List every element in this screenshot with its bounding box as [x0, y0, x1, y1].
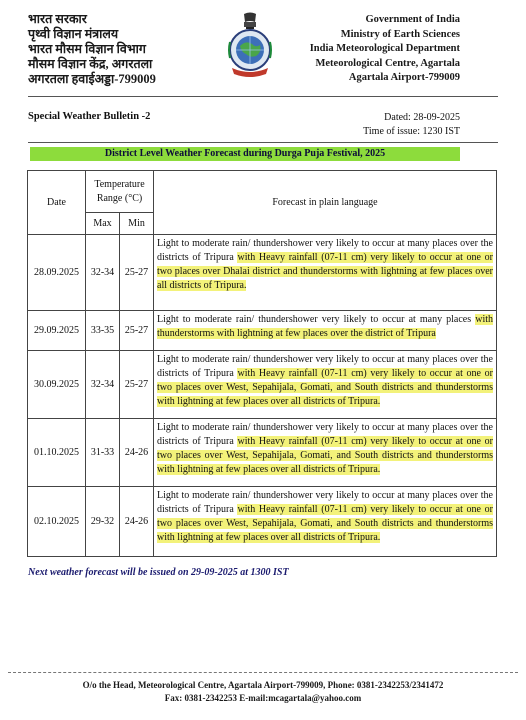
forecast-text: Light to moderate rain/ thundershower very likely to occur at many places: [157, 314, 476, 325]
header-divider: [28, 96, 498, 97]
hindi-header-line: मौसम विज्ञान केंद्र, अगरतला: [28, 57, 153, 71]
forecast-highlight: with Heavy rainfall (07-11 cm) very likely to occur at one or two places over West, Sepahijala, Gomati, and South districts and thunderstorms with lightning at few places over all districts of Tripura.: [157, 368, 493, 407]
row-min-temp: 25-27: [120, 351, 154, 419]
bulletin-date-block: [363, 111, 460, 139]
imd-emblem-icon: [222, 12, 278, 80]
row-forecast: [154, 311, 497, 351]
footer-address: O/o the Head, Meteorological Centre, Agartala Airport-799009, Phone: 0381-2342253/2341472: [82, 680, 444, 690]
temperature-header-line1: Temperature: [94, 178, 145, 190]
bulletin-title: Special Weather Bulletin -2: [28, 111, 151, 122]
row-date: 30.09.2025: [28, 351, 86, 419]
row-forecast: [154, 351, 497, 419]
bulletin-date: Dated: 28-09-2025: [384, 112, 460, 123]
forecast-highlight: with Heavy rainfall (07-11 cm) very likely to occur at one or two places over West, Sepahijala, Gomati, and South districts and thunderstorms with lightning at few places over all districts of Tripura.: [157, 504, 493, 543]
english-header: [310, 13, 460, 86]
footer-contact: Fax: 0381-2342253 E-mail:mcagartala@yahoo.com: [164, 693, 362, 703]
row-forecast: [154, 235, 497, 311]
table-row: [28, 419, 497, 487]
row-max-temp: 33-35: [86, 311, 120, 351]
hindi-header-line: अगरतला हवाईअड्डा-799009: [28, 72, 156, 86]
row-max-temp: 32-34: [86, 235, 120, 311]
row-date: 28.09.2025: [28, 235, 86, 311]
row-max-temp: 32-34: [86, 351, 120, 419]
table-row: [28, 311, 497, 351]
forecast-header: Forecast in plain language: [154, 171, 497, 235]
forecast-highlight: with Heavy rainfall (07-11 cm) very likely to occur at one or two places over Dhalai district and thunderstorms with lightning at few places over all districts of Tripura.: [157, 252, 493, 291]
footer-divider: [8, 672, 518, 673]
row-min-temp: 25-27: [120, 311, 154, 351]
english-header-line: Ministry of Earth Sciences: [340, 28, 460, 40]
next-forecast-note: Next weather forecast will be issued on 29-09-2025 at 1300 IST: [28, 567, 289, 578]
forecast-text: Light to moderate rain/ thundershower very likely to occur at many places over the districts of Tripura: [157, 422, 493, 447]
hindi-header-line: पृथ्वी विज्ञान मंत्रालय: [28, 27, 119, 41]
english-header-line: Agartala Airport-799009: [348, 72, 460, 83]
hindi-header: [28, 12, 156, 87]
row-max-temp: 29-32: [86, 487, 120, 557]
temperature-range-header: [86, 171, 154, 213]
forecast-text: Light to moderate rain/ thundershower very likely to occur at many places over the districts of Tripura: [157, 238, 493, 263]
row-date: 01.10.2025: [28, 419, 86, 487]
min-header: Min: [120, 213, 154, 235]
row-forecast: [154, 487, 497, 557]
hindi-header-line: भारत सरकार: [28, 12, 87, 26]
table-row: [28, 487, 497, 557]
row-forecast: [154, 419, 497, 487]
row-date: 29.09.2025: [28, 311, 86, 351]
forecast-highlight: with Heavy rainfall (07-11 cm) very likely to occur at one or two places over West, Sepahijala, Gomati, and South districts and thunderstorms with lightning at few places over all districts of Tripura.: [157, 436, 493, 475]
max-header: Max: [86, 213, 120, 235]
english-header-line: India Meteorological Department: [309, 43, 460, 54]
english-header-line: Meteorological Centre, Agartala: [315, 57, 460, 69]
time-of-issue: Time of issue: 1230 IST: [363, 126, 460, 137]
bulletin-divider: [28, 142, 498, 143]
table-row: [28, 351, 497, 419]
english-header-line: Government of India: [365, 14, 460, 25]
forecast-text: Light to moderate rain/ thundershower very likely to occur at many places over the districts of Tripura: [157, 354, 493, 379]
forecast-highlight: with thunderstorms with lightning at few places over the district of Tripura: [157, 314, 493, 339]
hindi-header-line: भारत मौसम विज्ञान विभाग: [28, 42, 146, 56]
date-header: Date: [28, 171, 86, 235]
row-date: 02.10.2025: [28, 487, 86, 557]
row-max-temp: 31-33: [86, 419, 120, 487]
row-min-temp: 24-26: [120, 419, 154, 487]
row-min-temp: 24-26: [120, 487, 154, 557]
forecast-text: Light to moderate rain/ thundershower very likely to occur at many places over the districts of Tripura: [157, 490, 493, 515]
row-min-temp: 25-27: [120, 235, 154, 311]
temperature-header-line2: Range (°C): [96, 192, 143, 204]
forecast-table: [27, 170, 497, 557]
forecast-banner: District Level Weather Forecast during Durga Puja Festival, 2025: [30, 147, 460, 161]
table-row: [28, 235, 497, 311]
